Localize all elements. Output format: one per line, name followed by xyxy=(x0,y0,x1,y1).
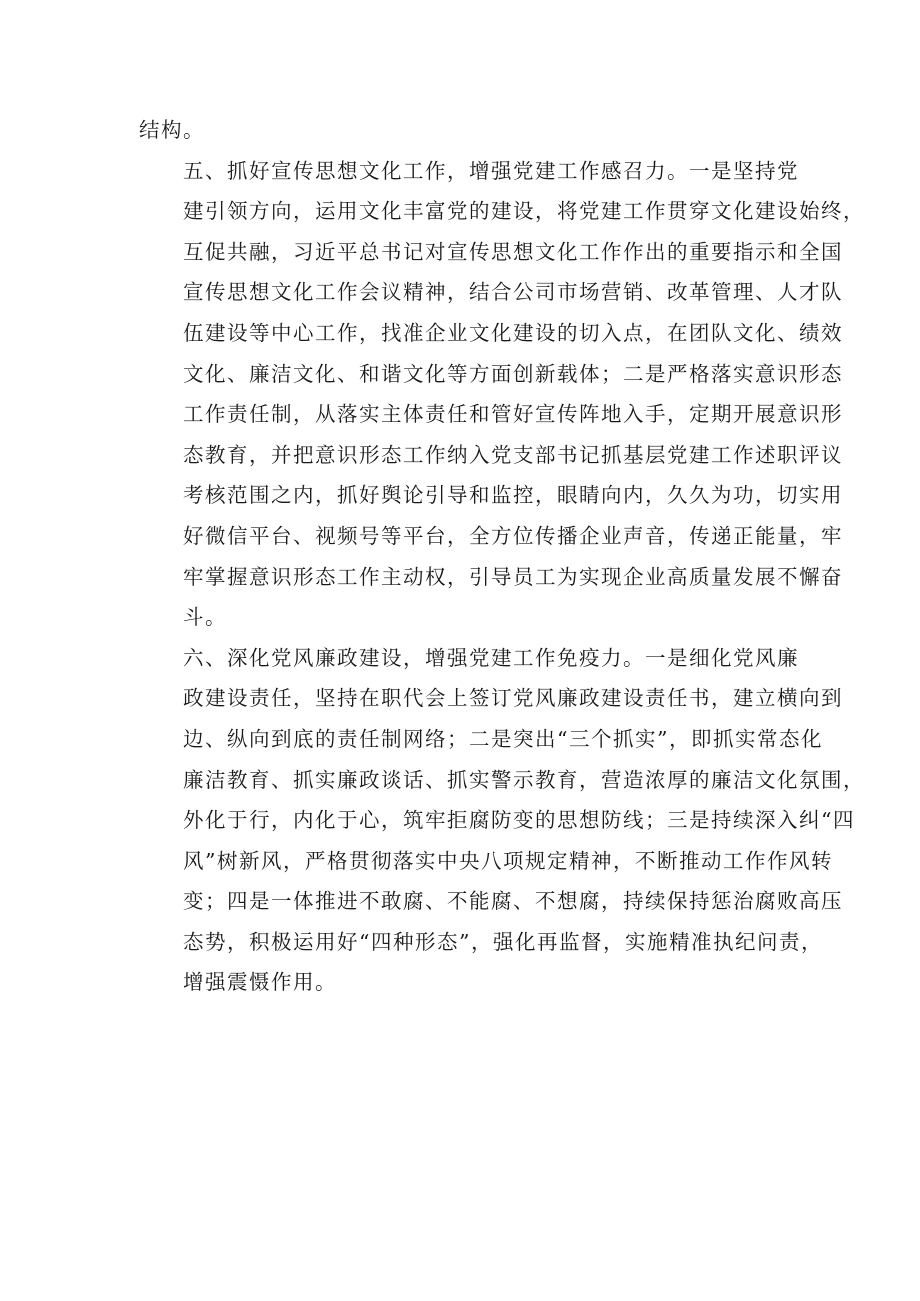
paragraph-five-propaganda-culture xyxy=(139,151,865,638)
text-line: 边、纵向到底的责任制网络；二是突出“三个抓实”，即抓实常态化 xyxy=(183,726,823,751)
text-line: 好微信平台、视频号等平台，全方位传播企业声音，传递正能量，牢 xyxy=(183,523,843,548)
text-line: 风”树新风，严格贯彻落实中央八项规定精神，不断推动工作作风转 xyxy=(183,848,833,873)
text-line: 增强震慑作用。 xyxy=(183,970,337,995)
text-line: 五、抓好宣传思想文化工作，增强党建工作感召力。一是坚持党 xyxy=(183,158,799,183)
text-line: 伍建设等中心工作，找准企业文化建设的切入点，在团队文化、绩效 xyxy=(183,320,843,345)
text-line: 态势，积极运用好“四种形态”，强化再监督，实施精准执纪问责， xyxy=(183,929,823,954)
text-line: 宣传思想文化工作会议精神，结合公司市场营销、改革管理、人才队 xyxy=(183,280,843,305)
text-line: 文化、廉洁文化、和谐文化等方面创新载体；二是严格落实意识形态 xyxy=(183,361,843,386)
text-line: 互促共融，习近平总书记对宣传思想文化工作作出的重要指示和全国 xyxy=(183,239,843,264)
text-line: 结构。 xyxy=(139,118,205,142)
text-line: 建引领方向，运用文化丰富党的建设，将党建工作贯穿文化建设始终， xyxy=(183,199,865,224)
text-line: 工作责任制，从落实主体责任和管好宣传阵地入手，定期开展意识形 xyxy=(183,402,843,427)
text-line: 变；四是一体推进不敢腐、不能腐、不想腐，持续保持惩治腐败高压 xyxy=(183,889,843,914)
text-line: 六、深化党风廉政建设，增强党建工作免疫力。一是细化党风廉 xyxy=(183,645,799,670)
text-line: 廉洁教育、抓实廉政谈话、抓实警示教育，营造浓厚的廉洁文化氛围， xyxy=(183,767,865,792)
text-line: 政建设责任，坚持在职代会上签订党风廉政建设责任书，建立横向到 xyxy=(183,686,843,711)
text-line: 斗。 xyxy=(183,605,227,630)
text-line: 外化于行，内化于心，筑牢拒腐防变的思想防线；三是持续深入纠“四 xyxy=(183,808,855,833)
text-line: 考核范围之内，抓好舆论引导和监控，眼睛向内，久久为功，切实用 xyxy=(183,483,843,508)
paragraph-continuation xyxy=(139,110,791,151)
document-body xyxy=(139,110,865,1003)
text-line: 牢掌握意识形态工作主动权，引导员工为实现企业高质量发展不懈奋 xyxy=(183,564,843,589)
text-line: 态教育，并把意识形态工作纳入党支部书记抓基层党建工作述职评议 xyxy=(183,442,843,467)
paragraph-six-clean-governance xyxy=(139,638,865,1003)
